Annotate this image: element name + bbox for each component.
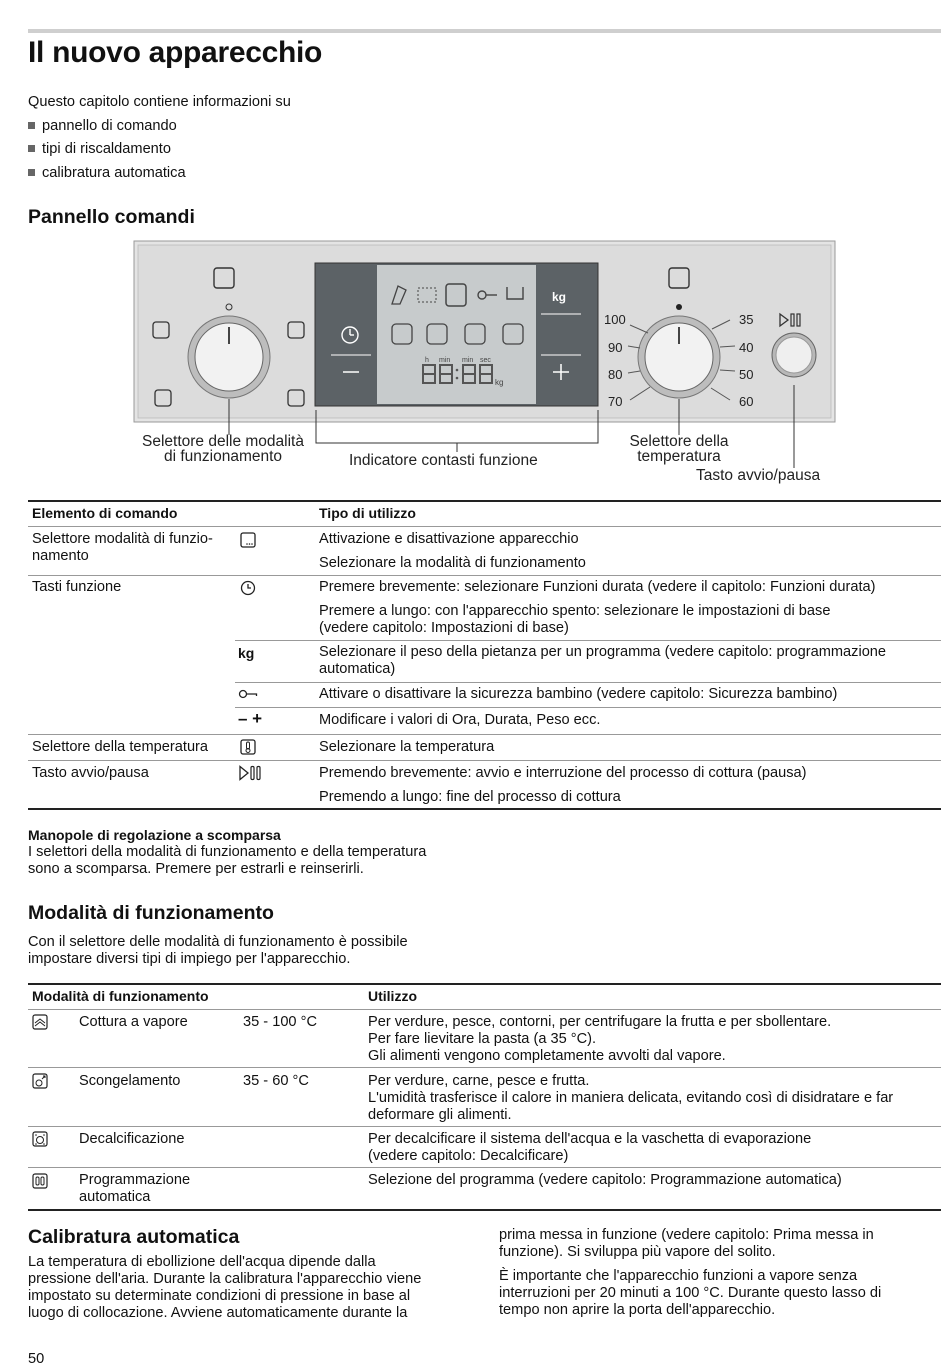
section-heading-panel: Pannello comandi <box>28 206 195 228</box>
kg-icon: kg <box>552 290 567 304</box>
temp-label: 50 <box>739 367 754 382</box>
mode-range: 35 - 60 °C <box>243 1073 309 1089</box>
display-icon <box>240 532 256 548</box>
calibration-text-right: prima messa in funzione (vedere capitolo: Prima messa in funzione). Si sviluppa più vapore del solito. <box>499 1227 874 1260</box>
bullet-icon <box>28 169 35 176</box>
callout-indicator: Indicatore contasti funzione <box>349 452 538 469</box>
table-row-use: Attivare o disattivare la sicurezza bambino (vedere capitolo: Sicurezza bambino) <box>319 686 838 702</box>
table-row-use: Premendo a lungo: fine del processo di cottura <box>319 789 621 805</box>
temp-label: 90 <box>608 340 623 355</box>
temp-label: 40 <box>739 340 754 355</box>
temp-label: 35 <box>739 312 754 327</box>
intro-list-item: tipi di riscaldamento <box>28 141 171 158</box>
display-unit-sec: sec <box>480 357 491 364</box>
thermometer-icon <box>240 739 256 755</box>
table-row-use: Attivazione e disattivazione apparecchio <box>319 531 579 547</box>
steam-icon <box>32 1014 48 1030</box>
mode-use: Per verdure, carne, pesce e frutta. L'umidità trasferisce il calore in maniera delicata, evitando così di disidratare e far deformare gli alimenti. <box>368 1073 894 1123</box>
defrost-icon <box>32 1073 48 1089</box>
program-icon <box>32 1173 48 1189</box>
temp-label: 70 <box>608 394 623 409</box>
callout-mode-selector: Selettore delle modalità di funzionamento <box>142 433 304 465</box>
display-kg: kg <box>495 378 504 387</box>
minus-plus-icon: – + <box>238 709 263 728</box>
table-rule-bottom <box>28 808 941 810</box>
mode-name: Scongelamento <box>79 1073 181 1089</box>
mode-range: 35 - 100 °C <box>243 1014 317 1030</box>
calibration-text-left: La temperatura di ebollizione dell'acqua dipende dalla pressione dell'aria. Durante la calibratura l'apparecchio viene impostato su determinate condizioni di pressione in base al luogo di collocazione. Avviene automaticamente durante la <box>28 1254 422 1321</box>
knobs-heading: Manopole di regolazione a scomparsa <box>28 827 281 843</box>
callout-temp-selector: Selettore della temperatura <box>629 433 729 465</box>
mode-name: Cottura a vapore <box>79 1014 188 1030</box>
top-rule <box>28 29 941 33</box>
table-rule-top <box>28 500 941 502</box>
table-header: Modalità di funzionamento <box>32 988 209 1004</box>
table-row-use: Premere a lungo: con l'apparecchio spento: selezionare le impostazioni di base (vedere capitolo: Impostazioni di base) <box>319 603 831 636</box>
table-header: Utilizzo <box>368 988 417 1004</box>
display-unit-min: min <box>462 357 474 364</box>
table-row-element: Selettore modalità di funzio- namento <box>32 531 213 564</box>
intro-list-item: pannello di comando <box>28 118 177 135</box>
table-row-element: Selettore della temperatura <box>32 739 209 755</box>
display-digits <box>210 367 213 382</box>
display-unit-min: min <box>439 357 451 364</box>
mode-use: Selezione del programma (vedere capitolo: Programmazione automatica) <box>368 1172 842 1188</box>
table-row-element: Tasto avvio/pausa <box>32 765 149 781</box>
mode-name: Programmazione automatica <box>79 1172 191 1205</box>
page-number: 50 <box>28 1351 45 1367</box>
modes-intro: Con il selettore delle modalità di funzionamento è possibile impostare diversi tipi di impiego per l'apparecchio. <box>28 934 408 967</box>
key-icon <box>238 686 258 702</box>
table-header: Elemento di comando <box>32 505 178 521</box>
table-row-use: Premere brevemente: selezionare Funzioni durata (vedere il capitolo: Funzioni durata) <box>319 579 876 595</box>
section-heading-calibration: Calibratura automatica <box>28 1226 240 1248</box>
table-row-use: Selezionare la modalità di funzionamento <box>319 555 586 571</box>
table-row-use: Selezionare il peso della pietanza per un programma (vedere capitolo: programmazione automatica) <box>319 644 887 677</box>
calibration-text-right: È importante che l'apparecchio funzioni a vapore senza interruzioni per 20 minuti a 100 °C. Durante questo lasso di tempo non aprire la porta dell'apparecchio. <box>499 1268 882 1318</box>
table-rule-bottom <box>28 1209 941 1211</box>
table-header: Tipo di utilizzo <box>319 505 416 521</box>
temp-label: 60 <box>739 394 754 409</box>
mode-name: Decalcificazione <box>79 1131 185 1147</box>
table-row-use: Selezionare la temperatura <box>319 739 495 755</box>
intro-list-item: calibratura automatica <box>28 165 186 182</box>
descale-icon <box>32 1131 48 1147</box>
page-title: Il nuovo apparecchio <box>28 36 323 69</box>
section-heading-modes: Modalità di funzionamento <box>28 902 274 924</box>
callout-start: Tasto avvio/pausa <box>696 467 821 484</box>
bullet-icon <box>28 145 35 152</box>
table-row-element: Tasti funzione <box>32 579 122 595</box>
table-row-use: Premendo brevemente: avvio e interruzione del processo di cottura (pausa) <box>319 765 807 781</box>
temp-label: 80 <box>608 367 623 382</box>
kg-icon: kg <box>238 645 255 661</box>
mode-use: Per decalcificare il sistema dell'acqua e la vaschetta di evaporazione (vedere capitolo: Decalcificare) <box>368 1131 812 1164</box>
play-pause-icon <box>238 765 262 781</box>
bullet-icon <box>28 122 35 129</box>
intro-text: Questo capitolo contiene informazioni su <box>28 94 291 110</box>
temp-label: 100 <box>604 312 626 327</box>
mode-use: Per verdure, pesce, contorni, per centrifugare la frutta e per sbollentare. Per fare lievitare la pasta (a 35 °C). Gli alimenti vengono completamente avvolti dal vapore. <box>368 1014 832 1064</box>
table-row-use: Modificare i valori di Ora, Durata, Peso ecc. <box>319 712 601 728</box>
display-unit-h: h <box>425 357 429 364</box>
clock-icon <box>240 580 256 596</box>
table-rule-top <box>28 983 941 985</box>
knobs-text: I selettori della modalità di funzionamento e della temperatura sono a scomparsa. Premere per estrarli e reinserirli. <box>28 844 427 877</box>
